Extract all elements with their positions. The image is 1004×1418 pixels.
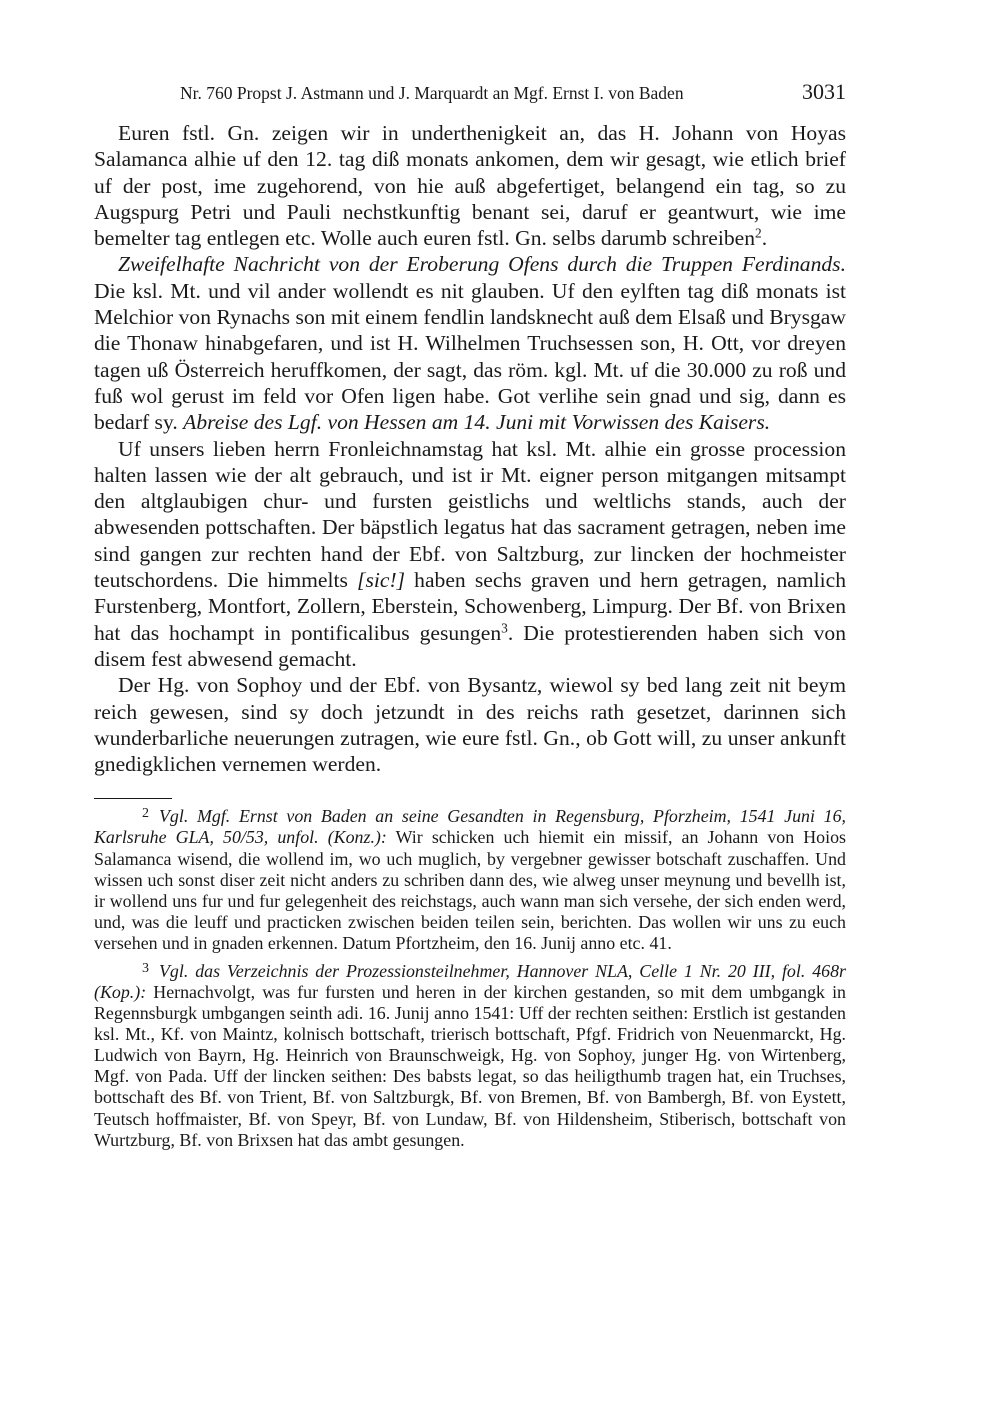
paragraph-1 — [94, 120, 846, 251]
paragraph-4: Der Hg. von Sophoy und der Ebf. von Bysantz, wiewol sy bed lang zeit nit beym reich gewesen, sind sy doch jetzundt in des reichs rath gesetzet, darinnen sich wunderbarliche neuerungen zutragen, wie eure fstl. Gn., ob Gott will, zu unser ankunft gnedigklichen vernemen werden. — [94, 673, 846, 777]
paragraph-2-text: Die ksl. Mt. und vil ander wollendt es nit glauben. Uf den eylften tag diß monats ist Melchior von Rynachs son mit einem fendlin landsknecht auß dem Elsaß und Brysgaw die Thonaw hinabgefaren, und ist H. Wilhelmen Truchsessen son, H. Ott, vor dreyen tagen uß Österreich heruffkomen, der sagt, das röm. kgl. Mt. uf die 30.000 zu roß und fuß wol gerust im feld vor Ofen ligen habe. Got verlihe sein gnad und sig, dann es bedarf sy. — [94, 278, 846, 435]
footnote-divider — [94, 798, 172, 799]
footnote-number: 2 — [142, 806, 149, 822]
footnote-source: Vgl. Mgf. Ernst von Baden an seine Gesandten in Regensburg, Pforzheim, 1541 Juni 16, Karlsruhe GLA, 50/53, unfol. (Konz.): — [94, 806, 846, 848]
running-head — [94, 78, 846, 108]
page-number: 3031 — [802, 79, 846, 104]
paragraph-3 — [94, 436, 846, 673]
footnote-text: Hernachvolgt, was fur fursten und heren in der kirchen gestanden, so mit dem umbgangk in Regennsburgk umbgangen seinth adi. 16. Junij anno 1541: Uff der rechten seithen: Erstlich ist gestanden ksl. Mt., Kf. von Maintz, kolnisch bottschaft, trierisch bottschaft, Pfgf. Fridrich von Neuenmarckt, Hg. Ludwich von Bayrn, Hg. Heinrich von Braunschweigk, Hg. von Sophoy, junger Hg. von Wirtenberg, Mgf. von Pada. Uff der lincken seithen: Des babsts legat, so das heiligthumb tragen hat, ein Truchses, bottschaft des Bf. von Trient, Bf. von Saltzburgk, Bf. von Bremen, Bf. von Bambergh, Bf. von Eystett, Teutsch hoffmaister, Bf. von Speyr, Bf. von Lundaw, Bf. von Hildensheim, Stiberisch, bottschaft von Wurtzburg, Bf. von Brixsen hat das ambt gesungen. — [94, 981, 846, 1150]
paragraph-3-text-c: . Die protestierenden haben sich von disem fest abwesend gemacht. — [94, 620, 846, 671]
footnote-number: 3 — [142, 960, 149, 976]
document-page — [94, 78, 846, 1155]
editorial-note: Abreise des Lgf. von Hessen am 14. Juni mit Vorwissen des Kaisers. — [183, 410, 771, 435]
footnotes — [94, 803, 846, 1150]
footnote-ref-3: 3 — [501, 620, 508, 636]
footnote-3 — [94, 958, 846, 1151]
editorial-summary: Zweifelhafte Nachricht von der Eroberung Ofens durch die Truppen Ferdinands. — [118, 252, 846, 277]
paragraph-1-end: . — [761, 226, 768, 251]
footnote-ref-2: 2 — [755, 225, 762, 241]
running-title: Nr. 760 Propst J. Astmann und J. Marquardt an Mgf. Ernst I. von Baden — [180, 83, 684, 103]
paragraph-1-text: Euren fstl. Gn. zeigen wir in underthenigkeit an, das H. Johann von Hoyas Salamanca alhie uf den 12. tag diß monats ankomen, dem wir gesagt, wie etlich brief uf der post, ime zugehorend, von hie auß abgefertiget, belangend ein tag, so zu Augspurg Petri und Pauli nechstkunftig benant sei, daruf er geantwurt, wie ime bemelter tag entlegen etc. Wolle auch euren fstl. Gn. selbs darumb schreiben — [94, 121, 846, 251]
paragraph-3-text-a: Uf unsers lieben herrn Fronleichnamstag hat ksl. Mt. alhie ein grosse procession halten lassen wie der alt gebrauch, und ist ir Mt. eigner person mitgangen mitsampt den altglaubigen chur- und fursten geistlichs und weltlichs stands, auch der abwesenden pottschaften. Der bäpstlich legatus hat das sacrament getragen, neben ime sind gangen zur rechten hand der Ebf. von Saltzburg, zur lincken der hochmeister teutschordens. Die himmelts — [94, 436, 846, 593]
paragraph-2 — [94, 251, 846, 435]
footnote-source: Vgl. das Verzeichnis der Prozessionsteilnehmer, Hannover NLA, Celle 1 Nr. 20 III, fol. 468r (Kop.): — [94, 960, 846, 1002]
footnote-text: Wir schicken uch hiemit ein missif, an Johann von Hoios Salamanca wisend, die wollend im, wo uch muglich, by vergebner gewisser botschaft zuschaffen. Und wissen uch sonst diser zeit nicht anders zu schriben dann des, wie alweg unser meynung und bevellh ist, ir wollend uns fur und fur gelegenheit des reichstags, auch wann man sich versehe, der sich enden werd, und, was die leuff und practicken zwischen beiden teilen sein, berichten. Das wollen wir uns zu euch versehen und in gnaden erkennen. Datum Pfortzheim, den 16. Junij anno etc. 41. — [94, 827, 846, 953]
paragraph-3-text-b: haben sechs graven und hern getragen, namlich Furstenberg, Montfort, Zollern, Eberstein, Schowenberg, Limpurg. Der Bf. von Brixen hat das hochampt in pontificalibus gesungen — [94, 568, 846, 645]
main-text — [94, 120, 846, 777]
sic-marker: [sic!] — [357, 568, 406, 593]
footnote-2 — [94, 803, 846, 954]
